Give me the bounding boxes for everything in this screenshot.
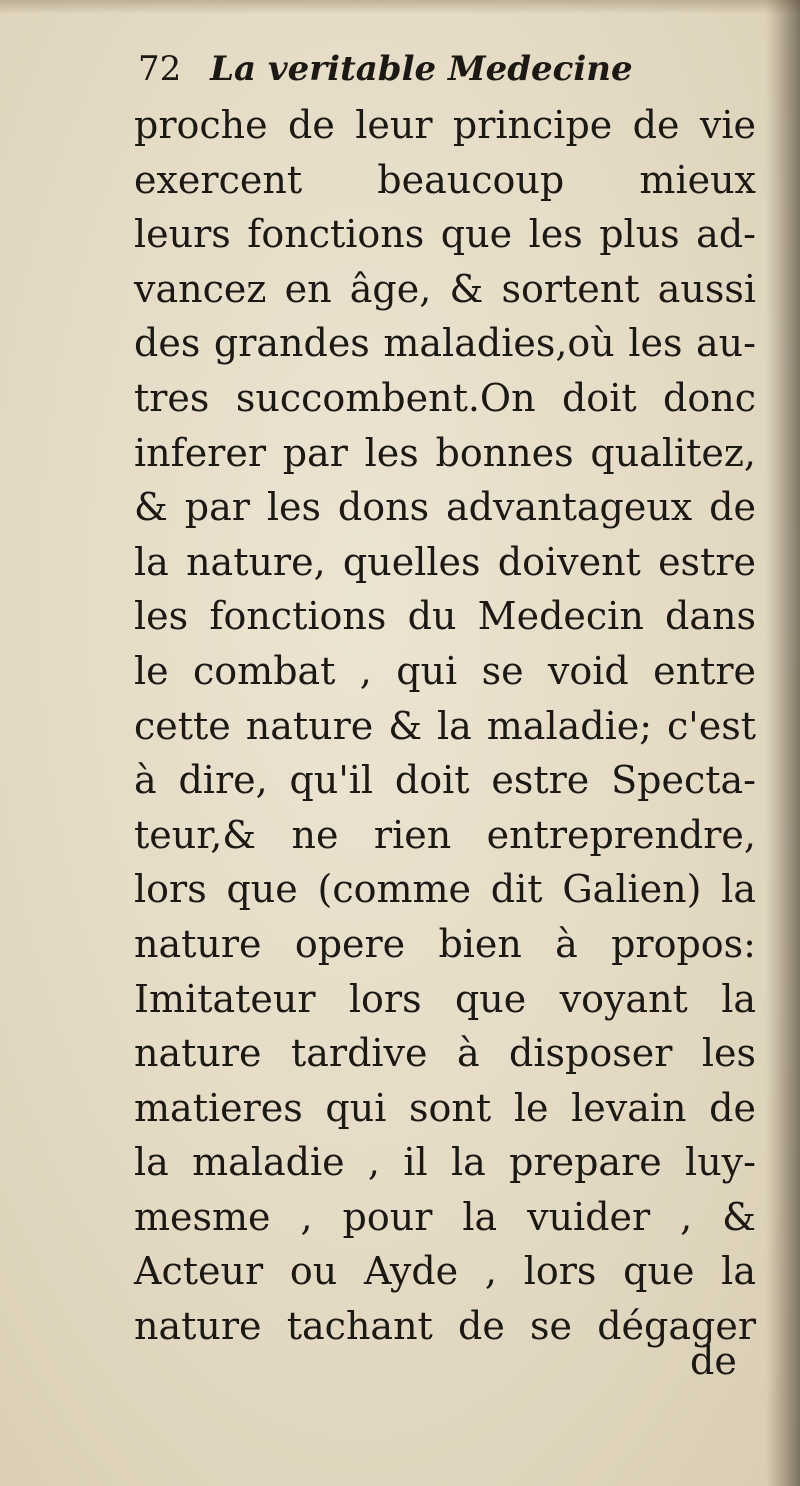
text-line: nature tardive à disposer les xyxy=(134,1031,756,1076)
text-line: le combat , qui se void entre xyxy=(134,648,756,693)
page-number: 72 xyxy=(138,49,182,89)
text-line: matieres qui sont le levain de xyxy=(134,1085,756,1130)
page-binding-shadow xyxy=(766,0,800,1486)
text-line: des grandes maladies,où les au- xyxy=(134,321,756,366)
text-line: la maladie , il la prepare luy- xyxy=(134,1140,756,1185)
text-line: leurs fonctions que les plus ad- xyxy=(134,212,756,257)
body-text xyxy=(134,98,756,1354)
text-line: vancez en âge, & sortent aussi xyxy=(134,266,756,311)
text-line: proche de leur principe de vie xyxy=(134,103,756,147)
text-line: Imitateur lors que voyant la xyxy=(134,976,756,1021)
page-top-shadow xyxy=(0,0,800,14)
text-line: nature tachant de se dégager xyxy=(134,1304,756,1349)
running-head xyxy=(138,44,633,94)
text-line: nature opere bien à propos: xyxy=(134,921,756,966)
text-line: mesme , pour la vuider , & xyxy=(134,1194,756,1239)
text-line: lors que (comme dit Galien) la xyxy=(134,867,756,912)
text-line: les fonctions du Medecin dans xyxy=(134,594,756,639)
text-line: teur,& ne rien entreprendre, xyxy=(134,812,756,857)
text-line: la nature, quelles doivent estre xyxy=(134,539,756,584)
text-line: tres succombent.On doit donc xyxy=(134,375,756,420)
text-line: Acteur ou Ayde , lors que la xyxy=(134,1249,756,1294)
text-line: exercent beaucoup mieux xyxy=(134,157,756,202)
text-line: à dire, qu'il doit estre Specta- xyxy=(134,758,756,803)
text-line: inferer par les bonnes qualitez, xyxy=(134,430,756,475)
running-title: La veritable Medecine xyxy=(210,49,633,89)
text-line: & par les dons advantageux de xyxy=(134,485,756,530)
catchword: de xyxy=(690,1339,737,1383)
text-line: cette nature & la maladie; c'est xyxy=(134,703,756,748)
